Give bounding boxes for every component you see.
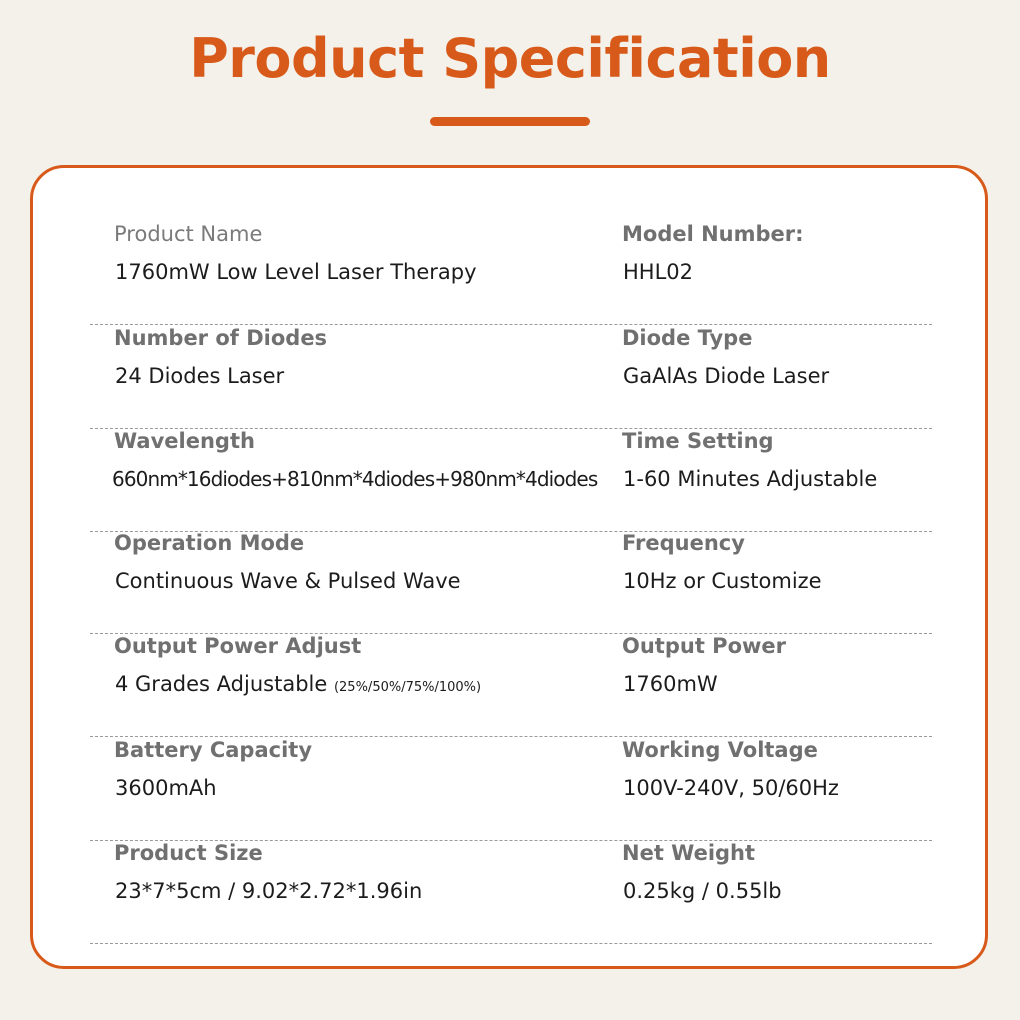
spec-label: Wavelength xyxy=(114,429,255,453)
spec-value: 3600mAh xyxy=(115,776,217,800)
title-underline xyxy=(430,117,590,126)
spec-value-note: (25%/50%/75%/100%) xyxy=(333,680,482,695)
spec-label: Battery Capacity xyxy=(114,738,313,762)
spec-row-operation-mode xyxy=(90,530,932,634)
spec-label: Time Setting xyxy=(622,429,774,453)
spec-label: Number of Diodes xyxy=(114,326,328,350)
spec-value: Continuous Wave & Pulsed Wave xyxy=(115,569,461,593)
spec-value: 1760mW xyxy=(623,672,718,696)
spec-value: 1-60 Minutes Adjustable xyxy=(623,467,878,491)
spec-value: 10Hz or Customize xyxy=(623,569,822,593)
page-title: Product Specification xyxy=(189,27,831,90)
spec-label: Operation Mode xyxy=(114,531,305,555)
spec-value-group xyxy=(115,671,481,701)
spec-label: Working Voltage xyxy=(622,738,818,762)
spec-label: Product Name xyxy=(114,222,263,246)
spec-value: 100V-240V, 50/60Hz xyxy=(623,776,839,800)
spec-row-size-weight xyxy=(90,840,932,944)
spec-label: Model Number: xyxy=(622,222,804,246)
spec-label: Product Size xyxy=(114,841,263,865)
spec-label: Frequency xyxy=(622,531,745,555)
spec-label: Net Weight xyxy=(622,841,756,865)
spec-value: 660nm*16diodes+810nm*4diodes+980nm*4diodes xyxy=(112,467,598,491)
spec-label: Diode Type xyxy=(622,326,753,350)
spec-label: Output Power xyxy=(622,634,786,658)
spec-value: 24 Diodes Laser xyxy=(115,364,285,388)
spec-value: HHL02 xyxy=(623,260,694,284)
spec-row-output-power xyxy=(90,633,932,737)
spec-value: 1760mW Low Level Laser Therapy xyxy=(115,260,477,284)
spec-row-battery xyxy=(90,737,932,841)
spec-card xyxy=(30,165,988,969)
spec-row-diodes xyxy=(90,325,932,429)
spec-label: Output Power Adjust xyxy=(114,634,362,658)
spec-value: 4 Grades Adjustable xyxy=(115,672,328,696)
spec-row-product-name xyxy=(90,221,932,325)
spec-value: 0.25kg / 0.55lb xyxy=(623,879,782,903)
spec-value: 23*7*5cm / 9.02*2.72*1.96in xyxy=(115,879,423,903)
spec-row-wavelength xyxy=(90,428,932,532)
spec-value: GaAlAs Diode Laser xyxy=(623,364,830,388)
